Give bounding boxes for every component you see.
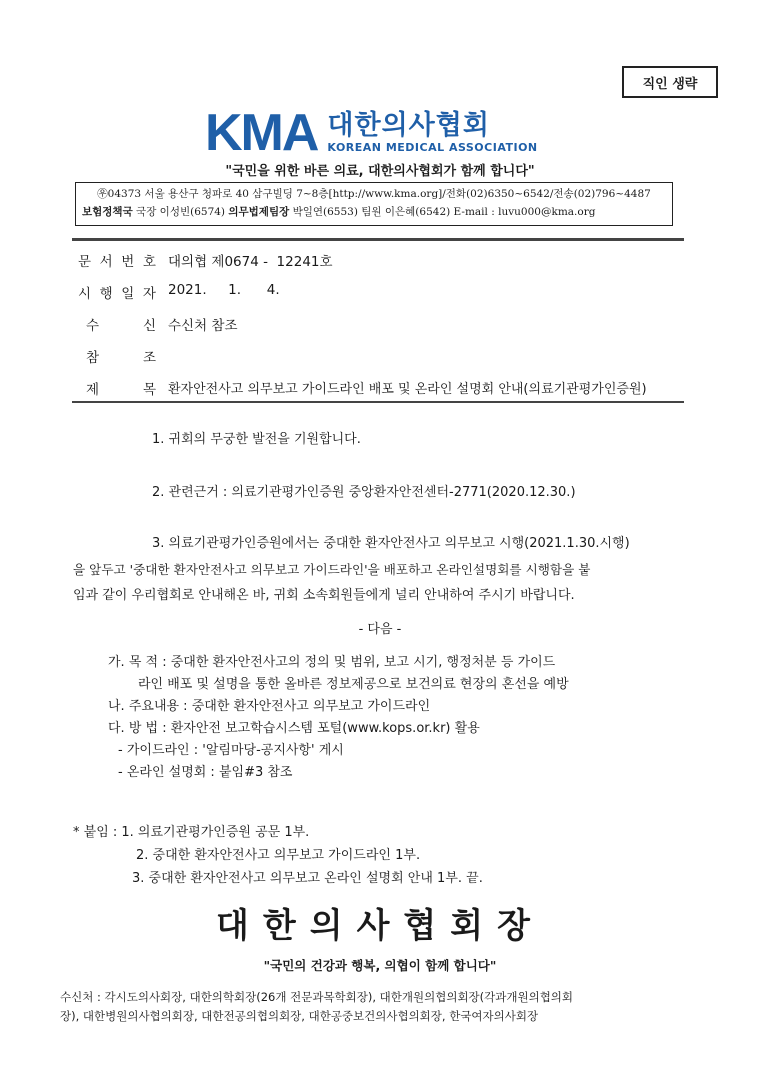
attachment-line-3: 3. 중대한 환자안전사고 의무보고 온라인 설명회 안내 1부. 끝.: [132, 871, 483, 886]
subject-label: 제 목: [86, 382, 156, 398]
meta-recipient: [78, 314, 238, 334]
item-a-line-1: 가. 목 적 : 중대한 환자안전사고의 정의 및 범위, 보고 시기, 행정처분 등 가이드: [108, 655, 556, 670]
header-divider: [72, 238, 684, 241]
recipient-label: 수 신: [86, 318, 156, 334]
contact-box: [75, 182, 673, 226]
logo-name-korean: 대한의사협회: [327, 110, 490, 141]
recipient-value: 수신처 참조: [168, 318, 238, 334]
kma-logo-mark: KMA: [205, 104, 318, 162]
paragraph-3-line-1: 3. 의료기관평가인증원에서는 중대한 환자안전사고 의무보고 시행(2021.1.30.시행): [152, 536, 630, 551]
reference-label: 참 조: [86, 350, 156, 366]
dept-insurance-policy: 보험정책국: [82, 206, 133, 218]
contact-staff-line: [82, 203, 666, 221]
dept-legal-team: 의무법제팀장: [228, 206, 290, 218]
dept1-detail: 국장 이성빈(6574): [132, 206, 229, 218]
seal-omitted-stamp: 직인 생략: [622, 66, 718, 98]
attachment-line-1: * 붙임 : 1. 의료기관평가인증원 공문 1부.: [73, 825, 310, 840]
item-c-sub-2: - 온라인 설명회 : 붙임#3 참조: [118, 765, 293, 780]
paragraph-3-line-3: 임과 같이 우리협회로 안내해온 바, 귀회 소속회원들에게 널리 안내하여 주시기 바랍니다.: [73, 588, 575, 603]
logo-name-english: KOREAN MEDICAL ASSOCIATION: [327, 141, 538, 154]
recipients-line-1: 수신처 : 각시도의사회장, 대한의학회장(26개 전문과목학회장), 대한개원의협의회장(각과개원의협의회: [60, 990, 574, 1004]
doc-number-value: 대의협 제0674 - 12241호: [168, 254, 333, 270]
doc-number-label: 문 서 번 호: [78, 254, 156, 270]
item-b: 나. 주요내용 : 중대한 환자안전사고 의무보고 가이드라인: [108, 699, 431, 714]
item-a-line-2: 라인 배포 및 설명을 통한 올바른 정보제공으로 보건의료 현장의 혼선을 예방: [138, 677, 569, 692]
header-slogan: "국민을 위한 바른 의료, 대한의사협회가 함께 합니다": [225, 164, 535, 179]
paragraph-1: 1. 귀회의 무궁한 발전을 기원합니다.: [152, 432, 361, 447]
meta-date: [78, 282, 280, 302]
meta-doc-number: [78, 250, 333, 270]
kma-logo: [205, 104, 538, 162]
paragraph-3-line-2: 을 앞두고 '중대한 환자안전사고 의무보고 가이드라인'을 배포하고 온라인설명회를 시행함을 붙: [73, 562, 591, 577]
dept2-detail: 박일연(6553) 팀원 이은혜(6542) E-mail : luvu000@kma.org: [289, 206, 596, 218]
contact-address-line: ㉾04373 서울 용산구 청파로 40 삼구빌딩 7~8층[http://www.kma.org]/전화(02)6350~6542/전송(02)796~4487: [97, 188, 651, 200]
sender-title: 대한의사협회장: [216, 906, 544, 946]
paragraph-2: 2. 관련근거 : 의료기관평가인증원 중앙환자안전센터-2771(2020.12.30.): [152, 485, 576, 500]
footer-slogan: "국민의 건강과 행복, 의협이 함께 합니다": [263, 958, 497, 973]
item-c: 다. 방 법 : 환자안전 보고학습시스템 포털(www.kops.or.kr) 활용: [108, 721, 480, 736]
attachment-line-2: 2. 중대한 환자안전사고 의무보고 가이드라인 1부.: [136, 848, 421, 863]
recipients-line-2: 장), 대한병원의사협의회장, 대한전공의협의회장, 대한공중보건의사협의회장, 한국여자의사회장: [60, 1009, 539, 1023]
date-label: 시 행 일 자: [78, 286, 156, 302]
recipients-list: [60, 988, 700, 1026]
meta-reference: [78, 346, 168, 366]
subject-value: 환자안전사고 의무보고 가이드라인 배포 및 온라인 설명회 안내(의료기관평가인증원): [168, 382, 647, 397]
next-heading: - 다음 -: [358, 622, 402, 637]
date-value: 2021. 1. 4.: [168, 282, 280, 298]
meta-subject: [78, 378, 647, 398]
item-c-sub-1: - 가이드라인 : '알림마당-공지사항' 게시: [118, 743, 344, 758]
meta-divider: [72, 401, 684, 403]
